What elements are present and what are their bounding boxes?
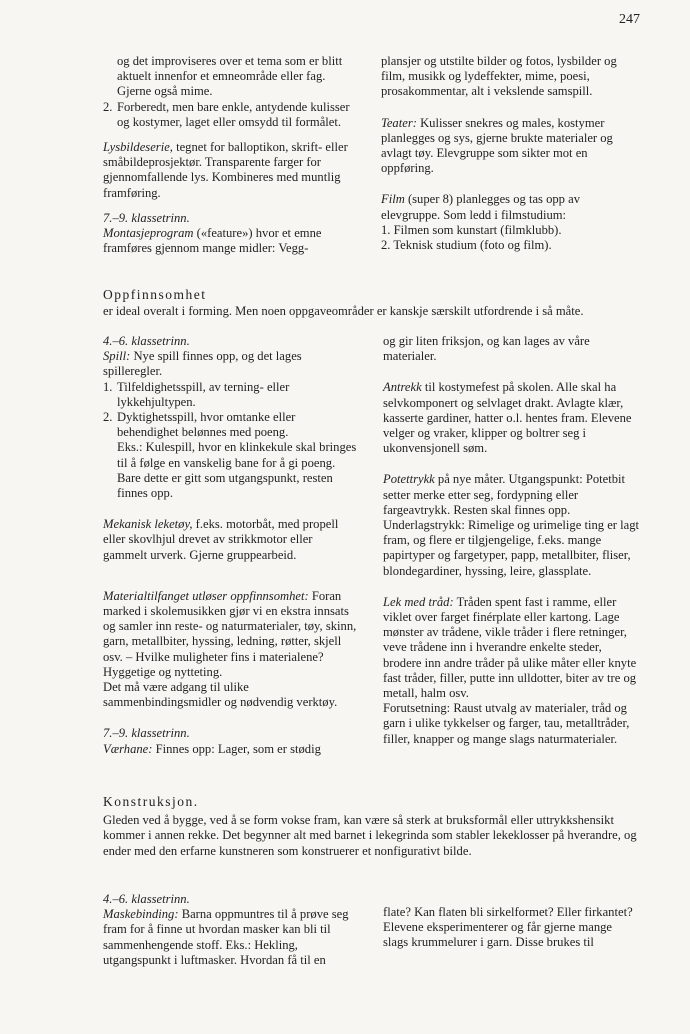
text-paragraph: Antrekk til kostymefest på skolen. Alle skal ha selvkomponert og selvlaget drakt. Avlagte klær, kasserte gardiner, hatter o.l. hentes fram. Elevene velger og vraker, klipper og boltrer seg i ukonvensjonell søm.	[383, 380, 632, 456]
list-number: 2.	[103, 410, 113, 425]
list-item	[103, 380, 358, 410]
list-text: Tilfeldighetsspill, av terning- eller lykkehjultypen.	[117, 379, 290, 409]
text-paragraph: og det improviseres over et tema som er blitt aktuelt innenfor et emneområde eller fag. Gjerne også mime.	[117, 54, 343, 99]
list-text: Forberedt, men bare enkle, antydende kulisser og kostymer, laget eller omsydd til formålet.	[117, 99, 350, 129]
list-text: Dyktighetsspill, hvor omtanke eller behendighet belønnes med poeng.	[117, 410, 296, 440]
text-paragraph: Montasjeprogram («feature») hvor et emne framføres gjennom mange midler: Vegg-	[103, 226, 322, 256]
list-number: 1.	[103, 379, 113, 394]
section-intro: er ideal overalt i forming. Men noen oppgaveområder er kanskje særskilt utfordrende i så måte.	[103, 304, 584, 318]
list-item	[103, 410, 358, 440]
term-label: Antrekk	[383, 380, 422, 395]
text-paragraph: Potettrykk på nye måter. Utgangspunkt: Potetbit setter merke etter seg, fordypning eller fargeavtrykk. Resten skal finnes opp. Underlagstrykk: Rimelige og urimelige ting er lagt fram, og flere er tilgjengelige, f.eks. mange papirtyper og fargetyper, papp, metallbiter, fliser, blondegardiner, hyssing, leire, glassplate.	[383, 472, 640, 578]
text-paragraph: og gir liten friksjon, og kan lages av våre materialer.	[383, 334, 590, 364]
text-paragraph: Lek med tråd: Tråden spent fast i ramme, eller viklet over farget finérplate eller kartong. Lage mønster av trådene, vikle tråder i flere retninger, veve trådene inn i hverandre enkelte steder, brodere inn andre tråder på ulike måter eller knyte fast tråder, filler, putte inn ulldotter, biter av tre og metall, halm osv.	[383, 594, 637, 701]
text-paragraph: Elevene eksperimenterer og får gjerne mange slags krummelurer i garn. Disse brukes til	[383, 920, 613, 950]
text-paragraph: Teater: Kulisser snekres og males, kostymer planlegges og sys, gjerne brukte materialer og avlagt tøy. Elevgruppe som sikter mot en oppføring.	[381, 115, 613, 176]
page-number: 247	[619, 12, 640, 27]
term-label: Potettrykk	[383, 472, 435, 487]
grade-label: 7.–9. klassetrinn.	[103, 210, 190, 225]
grade-label: 7.–9. klassetrinn.	[103, 726, 190, 741]
text-paragraph: plansjer og utstilte bilder og fotos, lysbilder og film, musikk og lydeffekter, mime, poesi, prosakommentar, alt i vekslende samspill.	[381, 54, 617, 99]
text-paragraph: Lysbildeserie, tegnet for balloptikon, skrift- eller småbildeprosjektør. Transparente farger for gjennomfallende lys. Kombineres med muntlig framføring.	[103, 140, 348, 200]
text-paragraph: Værhane: Finnes opp: Lager, som er stødig	[103, 741, 321, 756]
text-paragraph: Materialtilfanget utløser oppfinnsomhet: Foran marked i skolemusikken gjør vi en ekstra innsats og samler inn reste- og naturmaterialer, tøy, skinn, garn, metallbiter, hyssing, ledning, røtter, skjell osv. – Hvilke muligheter fins i materialene? Hyggetige og nytteting.	[103, 588, 357, 679]
term-label: Maskebinding:	[103, 907, 179, 922]
mid-right-column	[383, 334, 639, 747]
term-label: Film	[381, 192, 405, 207]
text-paragraph: Film (super 8) planlegges og tas opp av elevgruppe. Som ledd i filmstudium:	[381, 192, 581, 222]
bottom-right-column	[383, 905, 639, 951]
term-label: Spill:	[103, 349, 131, 364]
text-paragraph: flate? Kan flaten bli sirkelformet? Eller firkantet?	[383, 905, 633, 919]
grade-label: 4.–6. klassetrinn.	[103, 892, 190, 906]
text-paragraph: Spill: Nye spill finnes opp, og det lages spilleregler.	[103, 349, 302, 379]
term-label: Mekanisk leketøy,	[103, 517, 193, 532]
top-left-column	[103, 54, 358, 256]
list-number: 2.	[103, 99, 113, 114]
term-label: Lysbildeserie,	[103, 140, 173, 155]
text-paragraph: Forutsetning: Raust utvalg av materialer, tråd og garn i ulike tykkelser og farger, tau, metalltråder, filler, knapper og mange slags naturmaterialer.	[383, 701, 630, 746]
mid-left-column	[103, 334, 358, 757]
term-label: Montasjeprogram	[103, 226, 194, 241]
list-item: 2. Teknisk studium (foto og film).	[381, 238, 552, 253]
top-right-column	[381, 54, 639, 253]
text-paragraph: Mekanisk leketøy, f.eks. motorbåt, med propell eller skovlhjul drevet av strikkmotor eller gammelt urverk. Gjerne gruppearbeid.	[103, 517, 339, 562]
term-label: Lek med tråd:	[383, 594, 454, 609]
text-paragraph: Maskebinding: Barna oppmuntres til å prøve seg fram for å finne ut hvordan masker kan bli til sammenhengende stoff. Eks.: Hekling, utgangspunkt i luftmasker. Hvordan få til en	[103, 907, 349, 967]
grade-label: 4.–6. klassetrinn.	[103, 334, 190, 348]
term-label: Materialtilfanget utløser oppfinnsomhet:	[103, 588, 309, 603]
text-paragraph: Eks.: Kulespill, hvor en klinkekule skal bringes til å følge en vanskelig bane for å gi poeng. Bare dette er gitt som utgangspunkt, resten finnes opp.	[117, 440, 357, 501]
list-item: 1. Filmen som kunstart (filmklubb).	[381, 222, 562, 237]
bottom-left-column	[103, 892, 358, 968]
section-heading: Konstruksjon.	[103, 794, 199, 809]
section-heading: Oppfinnsomhet	[103, 287, 207, 302]
list-item	[103, 100, 358, 130]
term-label: Teater:	[381, 115, 417, 130]
section-intro: Gleden ved å bygge, ved å se form vokse fram, kan være så sterk at bruksformål eller uttrykkshensikt kommer i annen rekke. Det begynner alt med barnet i lekegrinda som stabler lekeklosser på hverandre, og ender med den erfarne kunstneren som konstruerer et nonfigurativt bilde.	[103, 813, 637, 858]
text-paragraph: Det må være adgang til ulike sammenbindingsmidler og nødvendig verktøy.	[103, 680, 338, 710]
term-label: Værhane:	[103, 741, 153, 756]
